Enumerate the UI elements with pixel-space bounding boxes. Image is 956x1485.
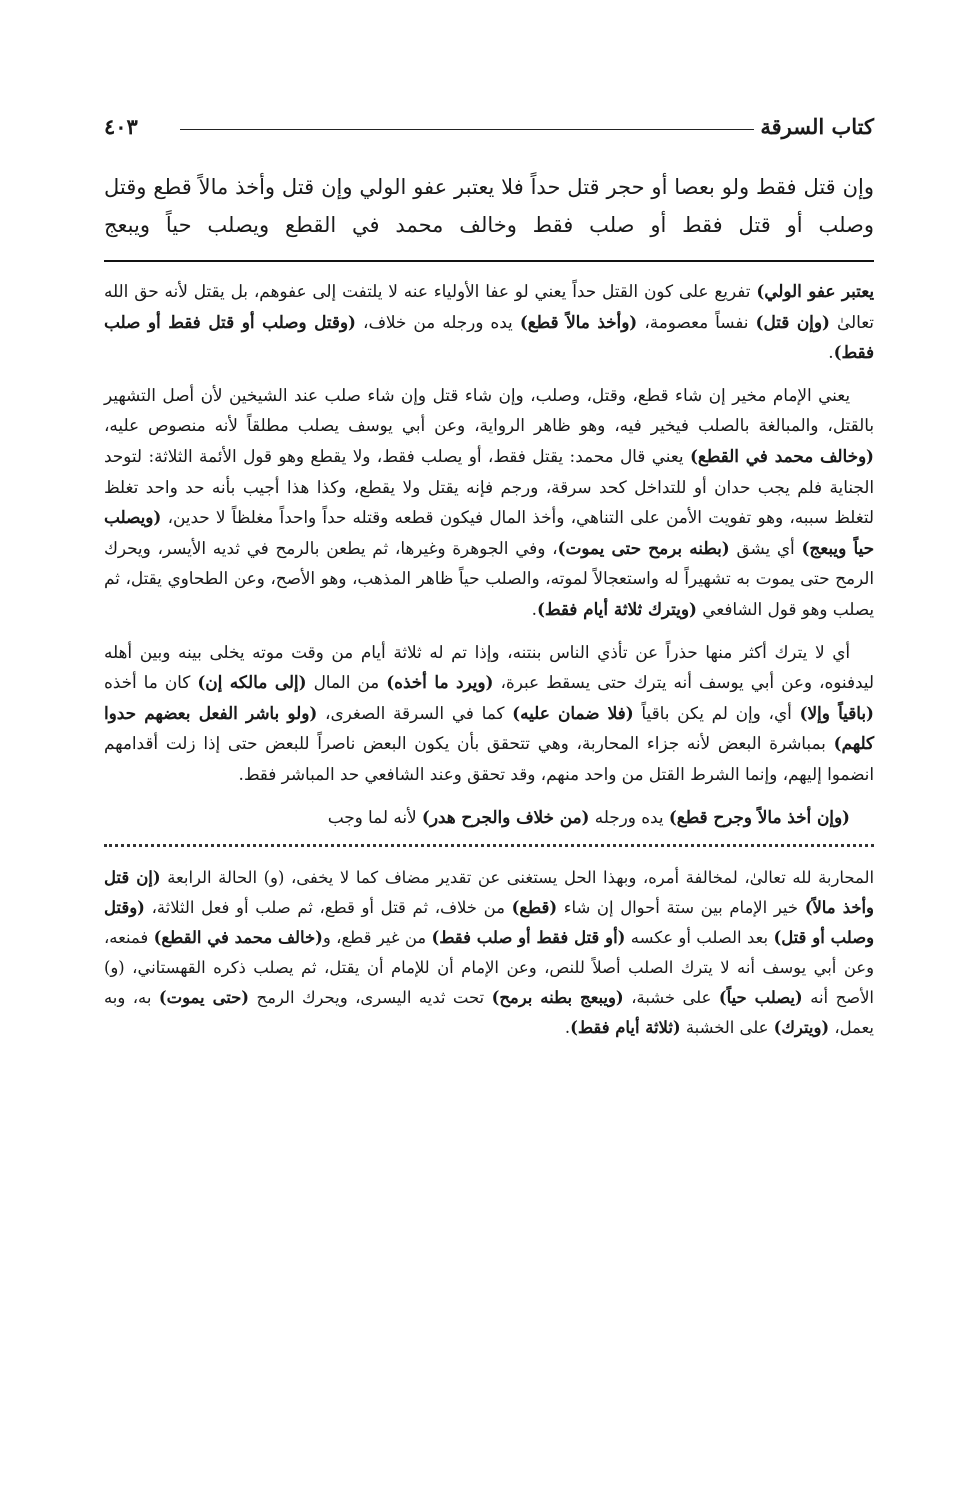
commentary-text: يده ورجله	[589, 806, 669, 827]
bold-matn-quote: (وقتل وصلب أو قتل فقط أو صلب فقط)	[104, 311, 874, 363]
bold-matn-quote: (قطع)	[511, 898, 558, 918]
commentary-text: كما في السرقة الصغرى،	[317, 702, 513, 723]
commentary-text: فمنعه، وعن أبي يوسف أنه لا يترك الصلب أصلاً للنص، وعن الإمام أن للإمام أن يقتل، ثم يصلب ذكره القهستاني، (و) الأصح أنه	[104, 928, 874, 1008]
commentary-text: على الخشبة	[680, 1018, 774, 1038]
bold-matn-quote: (وإن قتل)	[755, 311, 830, 332]
commentary-text: خير الإمام بين ستة أحوال إن شاء	[557, 898, 805, 918]
matn-divider	[104, 260, 874, 262]
commentary-text: .	[828, 342, 834, 363]
sharh-paragraph	[104, 276, 874, 368]
bold-matn-quote: (وخالف محمد في القطع)	[689, 445, 874, 466]
bold-matn-quote: (ويبعج بطنه برمح)	[491, 988, 624, 1008]
commentary-text: ، وفي الجوهرة وغيرها، ثم يطعن بالرمح في ثديه الأيسر، ويحرك الرمح حتى يموت به تشهيراً له واستعجالاً لموته، والصلب حياً ظاهر المذهب، وهو الأصح، وعن الطحاوي يقتل، ثم يصلب وهو قول الشافعي	[104, 537, 874, 619]
bold-matn-quote: (إلى مالكه إن)	[197, 672, 307, 693]
commentary-text: به، وبه يعمل،	[104, 988, 874, 1038]
bold-matn-quote: (وإن أخذ مالاً وجرح قطع)	[668, 806, 850, 827]
page-number: ٤٠٣	[104, 114, 138, 139]
bold-matn-quote: يعتبر عفو الولي)	[756, 281, 874, 301]
commentary-text: أي، وإن لم يكن باقياً	[633, 702, 800, 723]
commentary-text: بعد الصلب أو عكسه	[625, 928, 774, 948]
book-page	[104, 108, 874, 1043]
commentary-text: على خشبة،	[623, 988, 719, 1008]
bold-matn-quote: (باقياً وإلا)	[799, 702, 874, 723]
header-rule	[180, 129, 754, 130]
sharh-paragraph	[104, 637, 874, 790]
commentary-text: المحاربة لله تعالىٰ، لمخالفة أمره، وبهذا الحل يستغنى عن تقدير مضاف كما لا يخفى، (و) الحالة الرابعة	[160, 868, 874, 888]
hashiya-footnote	[104, 863, 874, 1043]
commentary-text: .	[564, 1018, 571, 1038]
sharh-paragraph	[104, 802, 874, 833]
commentary-text: بمباشرة البعض لأنه جزاء المحاربة، وهي تتحقق بأن يكون البعض ناصراً للبعض حتى إذا زلت أقدامهم انضموا إليهم، وإنما الشرط القتل من واحد منهم، وقد تحقق وعند الشافعي حد المباشر فقط.	[104, 733, 874, 784]
commentary-text: نفساً معصومة،	[637, 311, 756, 332]
bold-matn-quote: (ثلاثة أيام فقط)	[570, 1018, 681, 1038]
commentary-text: أي يشق	[729, 537, 802, 558]
page-header	[104, 108, 874, 152]
bold-matn-quote: (ويترك)	[773, 1018, 830, 1038]
bold-matn-quote: (فلا ضمان عليه)	[512, 702, 634, 723]
footnote-divider	[104, 844, 874, 847]
commentary-text: من خلاف، ثم قتل أو قطع، ثم صلب أو فعل الثلاثة،	[144, 898, 512, 918]
running-title: كتاب السرقة	[760, 114, 874, 139]
commentary-text: أي لا يترك أكثر منها حذراً عن تأذي الناس بنتنه، وإذا تم له ثلاثة أيام من وقت موته يخلى بينه وبين أهله ليدفنوه، وعن أبي يوسف أنه يترك حتى يسقط عبرة،	[104, 641, 874, 693]
bold-matn-quote: (بطنه برمح حتى يموت)	[557, 537, 730, 558]
commentary-text: تفريع على كون القتل حداً يعني لو عفا الأولياء عنه لا يلتفت إلى عفوهم، بل يقتل لأنه حق الله تعالىٰ	[104, 281, 874, 332]
bold-matn-quote: (وقتل وصلب أو قتل)	[104, 898, 874, 948]
commentary-text: كان ما أخذه	[104, 672, 198, 693]
commentary-text: يعني قال محمد: يقتل فقط، أو يصلب فقط، ولا يقطع وهو قول الأئمة الثلاثة: لتوحد الجناية فلم يجب حدان أو للتداخل كحد سرقة، ورجم فإنه يقتل ولا يقطع، وكذا هذا أجيب بأنه حد واحد تغلظ لتغلظ سببه، وهو تفويت الأمن على التناهي، وأخذ المال فيكون قطعه وقتله حداً واحداً مغلظاً لا حدين،	[104, 445, 874, 528]
commentary-text: .	[531, 598, 537, 619]
bold-matn-quote: (يصلب حياً)	[718, 988, 803, 1008]
commentary-text: من غير قطع، و	[322, 928, 432, 948]
bold-matn-quote: (من خلاف والجرح هدر)	[421, 806, 590, 827]
commentary-text: لأنه لما وجب	[327, 806, 422, 827]
matn-text: وإن قتل فقط ولو بعصا أو حجر قتل حداً فلا يعتبر عفو الولي وإن قتل وأخذ مالاً قطع وقتل وصلب أو قتل فقط أو صلب فقط وخالف محمد في القطع ويصلب حياً ويبعج	[104, 175, 874, 237]
commentary-text: من المال	[306, 672, 387, 693]
commentary-text: تحت ثديه اليسرى، ويحرك الرمح	[249, 988, 492, 1008]
bold-matn-quote: (حتى يموت)	[158, 988, 250, 1008]
bold-matn-quote: (ويترك ثلاثة أيام فقط)	[536, 598, 697, 619]
bold-matn-quote: (ولو باشر الفعل بعضهم حدوا كلهم)	[104, 702, 874, 754]
bold-matn-quote: (ويرد ما أخذه)	[386, 672, 494, 693]
bold-matn-quote: (ويصلب حياً ويبعج)	[104, 507, 875, 558]
hashiya-paragraph	[104, 863, 874, 1043]
commentary-text: يعني الإمام مخير إن شاء قطع، وقتل، وصلب، وإن شاء قتل وإن شاء صلب عند الشيخين لأن أصل التشهير بالقتل، والمبالغة بالصلب فيخير فيه، وهو ظاهر الرواية، وعن أبي يوسف يصلب مطلقاً لأنه منصوص عليه،	[104, 384, 874, 436]
bold-matn-quote: (وأخذ مالاً قطع)	[519, 311, 638, 332]
bold-matn-quote: (إن قتل وأخذ مالاً)	[104, 868, 874, 918]
sharh-commentary	[104, 276, 874, 832]
bold-matn-quote: (أو قتل فقط أو صلب فقط)	[431, 928, 626, 948]
bold-matn-quote: (خالف محمد في القطع)	[153, 928, 323, 948]
commentary-text: يده ورجله من خلاف،	[355, 311, 520, 332]
sharh-paragraph	[104, 380, 874, 625]
